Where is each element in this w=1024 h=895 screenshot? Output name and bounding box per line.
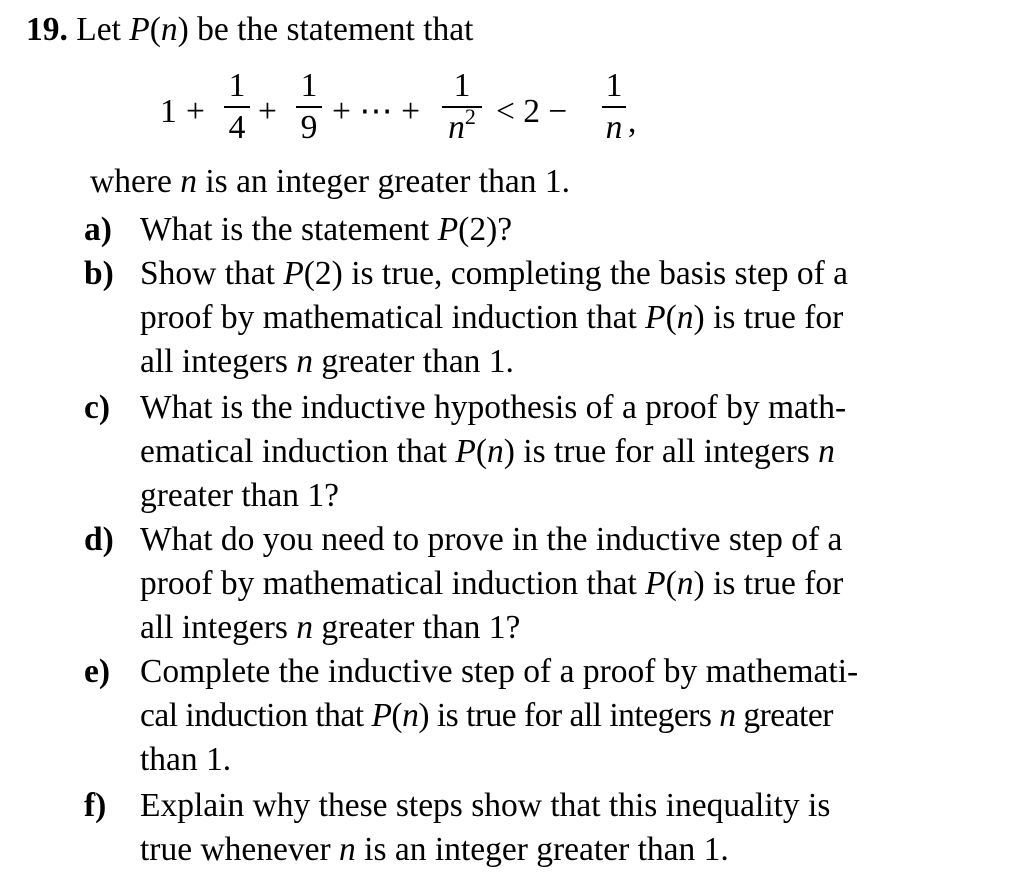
intro-n: n bbox=[160, 11, 178, 48]
part-d-line-1 bbox=[84, 520, 842, 560]
part-b-text-3: all integers bbox=[140, 343, 288, 380]
part-f-line-2 bbox=[140, 830, 729, 870]
where-clause bbox=[90, 162, 570, 202]
part-a-text: What is the statement bbox=[140, 211, 430, 248]
intro-suffix: be the statement that bbox=[197, 11, 474, 48]
fraction-numerator: 1 bbox=[605, 67, 623, 104]
part-d-text-3: all integers bbox=[140, 609, 288, 646]
part-b-line-2: proof by mathematical induction that P(n) is true for bbox=[140, 299, 844, 336]
part-b-n-3: n bbox=[296, 343, 314, 380]
part-c-label: c) bbox=[84, 389, 111, 426]
part-f-line-1 bbox=[84, 786, 830, 826]
where-n: n bbox=[180, 163, 197, 200]
part-f-text-1: Explain why these steps show that this inequality is bbox=[140, 787, 831, 824]
fraction-numerator: 1 bbox=[453, 67, 471, 104]
part-b-n-2: n bbox=[676, 299, 694, 336]
part-f-post-2: is an integer greater than 1. bbox=[364, 831, 729, 868]
part-c-text-2: ematical induction that bbox=[140, 433, 447, 470]
part-b-post-2: is true for bbox=[713, 299, 844, 336]
fraction-bar bbox=[602, 106, 626, 108]
part-d-n-2: n bbox=[676, 565, 694, 602]
part-c-line-2: ematical induction that P(n) is true for all integers n bbox=[140, 433, 835, 470]
part-e-text-1: Complete the inductive step of a proof by mathemati- bbox=[140, 653, 859, 690]
part-e-mid-2: is true for all integers bbox=[436, 697, 712, 734]
part-e-P-2: P bbox=[371, 697, 392, 734]
part-a-label: a) bbox=[84, 211, 112, 248]
part-f-label: f) bbox=[84, 787, 107, 824]
fraction-denominator: 9 bbox=[300, 109, 318, 146]
part-b-post-3: greater than 1. bbox=[321, 343, 514, 380]
part-d-text-1: What do you need to prove in the inductive step of a bbox=[140, 521, 843, 558]
fraction-one-over-n bbox=[602, 68, 626, 146]
denominator-n: n bbox=[448, 109, 465, 146]
fraction-bar bbox=[224, 106, 250, 108]
part-c-text-1: What is the inductive hypothesis of a proof by math- bbox=[140, 389, 847, 426]
part-d-label: d) bbox=[84, 521, 114, 558]
part-f-text-2: true whenever bbox=[140, 831, 331, 868]
part-e-text-2: cal induction that bbox=[140, 697, 364, 734]
fraction-numerator: 1 bbox=[228, 67, 246, 104]
part-e-line-3 bbox=[140, 740, 231, 780]
part-b-label: b) bbox=[84, 255, 114, 292]
part-b-line-1 bbox=[84, 254, 848, 294]
inequality-formula bbox=[160, 68, 680, 168]
intro-P: P bbox=[129, 11, 150, 48]
part-f-n-2: n bbox=[339, 831, 356, 868]
part-d-post-3: greater than 1? bbox=[321, 609, 521, 646]
part-e-text-3: than 1. bbox=[140, 741, 232, 778]
part-b-P-1: P bbox=[283, 255, 304, 292]
part-b-post-1: (2) is true, completing the basis step of a bbox=[303, 255, 849, 292]
formula-plus-dots: + ⋯ + bbox=[332, 93, 421, 130]
part-e-label: e) bbox=[84, 653, 111, 690]
fraction-one-over-n-squared bbox=[442, 68, 482, 146]
part-c-line-3 bbox=[140, 476, 339, 516]
fraction-one-ninth bbox=[296, 68, 322, 146]
part-e-n-2: n bbox=[402, 697, 419, 734]
part-d-text-2: proof by mathematical induction that bbox=[140, 565, 637, 602]
part-c-line-1 bbox=[84, 388, 846, 428]
part-c-n2-2: n bbox=[818, 433, 835, 470]
part-b-text-2: proof by mathematical induction that bbox=[140, 299, 637, 336]
part-a bbox=[84, 210, 512, 250]
part-c-P-2: P bbox=[455, 433, 476, 470]
part-d-P-2: P bbox=[645, 565, 666, 602]
formula-comma: , bbox=[628, 103, 637, 140]
fraction-denominator: 4 bbox=[228, 109, 246, 146]
intro-prefix: Let bbox=[76, 11, 121, 48]
part-d-line-2: proof by mathematical induction that P(n) is true for bbox=[140, 565, 844, 602]
part-c-text-3: greater than 1? bbox=[140, 477, 340, 514]
fraction-bar bbox=[442, 106, 482, 108]
problem-intro: 19. Let P(n) be the statement that bbox=[26, 11, 474, 48]
part-b-P-2: P bbox=[645, 299, 666, 336]
fraction-one-quarter bbox=[224, 68, 250, 146]
fraction-denominator: n bbox=[605, 109, 623, 146]
part-d-n-3: n bbox=[296, 609, 314, 646]
formula-one: 1 bbox=[160, 93, 177, 130]
part-e-post-2: greater bbox=[743, 697, 833, 734]
formula-less-than-two-minus: < 2 − bbox=[496, 93, 568, 130]
formula-plus-1: + bbox=[186, 93, 205, 130]
part-c-mid-2: is true for all integers bbox=[523, 433, 810, 470]
part-d-post-2: is true for bbox=[713, 565, 844, 602]
fraction-bar bbox=[296, 106, 322, 108]
part-e-n2-2: n bbox=[719, 697, 736, 734]
formula-plus-2: + bbox=[258, 93, 277, 130]
part-b-text-1: Show that bbox=[140, 255, 275, 292]
where-suffix: is an integer greater than 1. bbox=[205, 163, 570, 200]
part-e-line-2: cal induction that P(n) is true for all integers n greater bbox=[140, 697, 833, 734]
problem-number: 19. bbox=[26, 11, 68, 48]
fraction-numerator: 1 bbox=[300, 67, 318, 104]
part-a-P: P bbox=[437, 211, 459, 248]
part-a-post: (2)? bbox=[458, 211, 513, 248]
where-prefix: where bbox=[90, 163, 172, 200]
part-c-n-2: n bbox=[486, 433, 504, 470]
part-b-line-3 bbox=[140, 342, 514, 382]
part-e-line-1 bbox=[84, 652, 858, 692]
exponent-two: 2 bbox=[464, 104, 476, 129]
fraction-denominator bbox=[442, 104, 482, 146]
part-d-line-3 bbox=[140, 608, 520, 648]
